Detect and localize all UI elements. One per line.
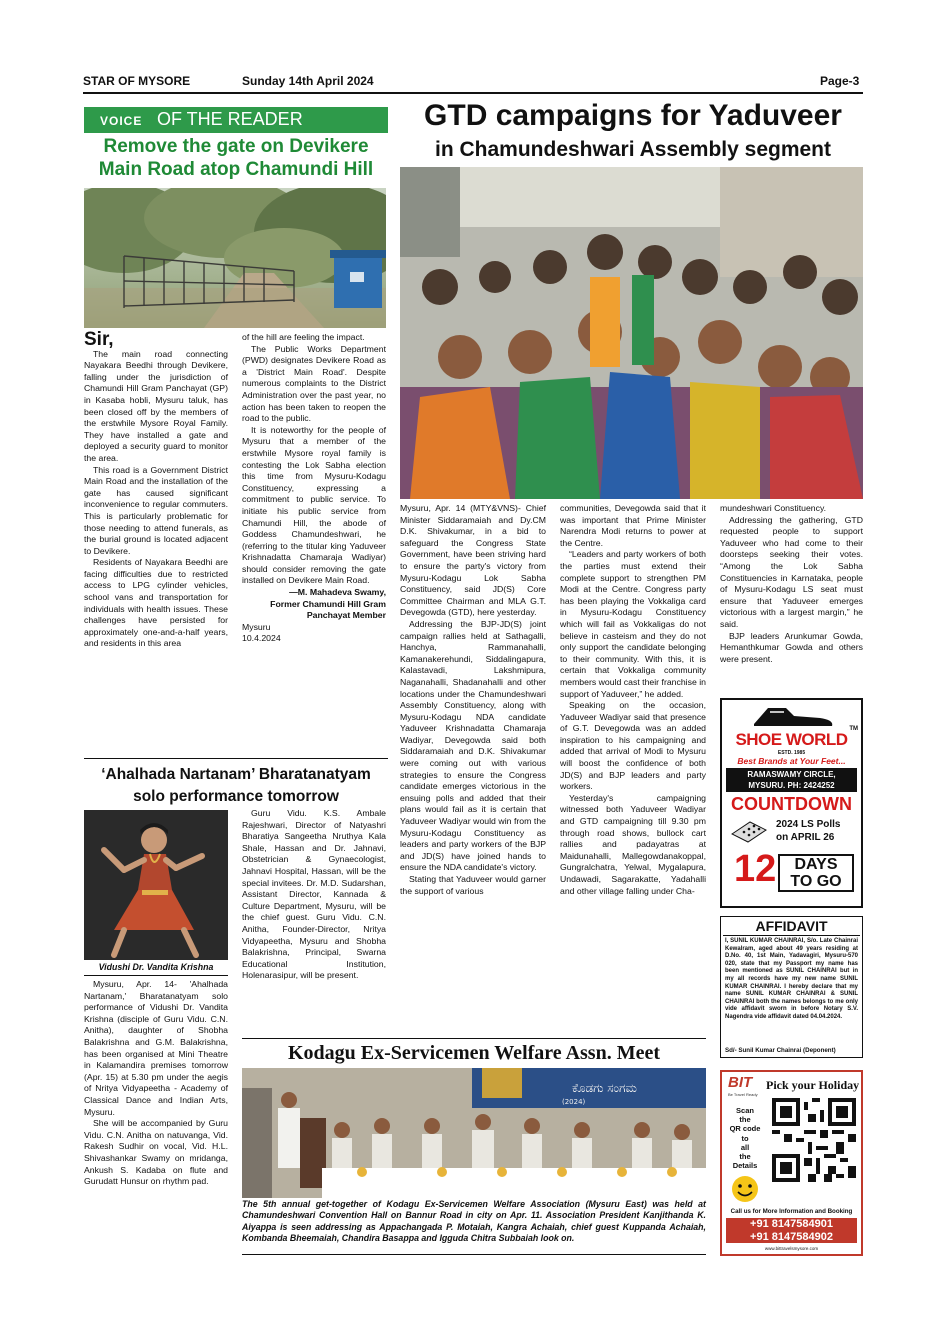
scan-line: Scan (736, 1106, 754, 1115)
voice-label-bold: VOICE (100, 114, 143, 128)
polls-date (776, 818, 840, 844)
dance-headline-line2: solo performance tomorrow (133, 788, 339, 805)
gtd-para: Addressing the BJP-JD(S) joint campaign rallies held at Sathagalli, Hanchya, Rammanahalli, Kamanakerehundi, Siddalingapura, Kalastavadi, Lakshmipura, Naganahalli, Shadanahalli and other locations under the Chamundeshwari Assembly Constituency, along with Mysuru-Kodagu NDA candidate Yaduveer Krishnadatta Chamaraja Wadiyar, Devegowda said both Siddaramaiah and D.K. Shivakumar were coming out with various strategies to ensure the Congress candidate emerges victorious in the ensuing polls and added that their plans would fail as it is certain that Yaduveer Wadiyar would win from the Mysuru-Kodagu Constituency as leaders and party workers of the BJP and JD(S) have joined hands to ensure the NDA candidate's victory. (400, 618, 546, 873)
affidavit-body: I, SUNIL KUMAR CHAINRAI, S/o. Late Chainrai Kewalram, aged about 49 years residing at D.No. 40, 1st Main, Yadavagiri, Mysuru-570 020, state that my Passport my name has been mentioned as SUNIL CHAINRAI but in my all records have my new name SUNIL KUMAR CHAINRAI. I hereby declare that my name SUNIL KUMAR CHAINRAI & SUNIL CHAINRAI both the names belongs to me only vide affidavit sworn in before Notary S.V. Nagendra vide affidavit dated 04.04.2024. (725, 938, 858, 1020)
dancer-illustration (84, 810, 228, 960)
gtd-para: Yesterday's campaigning witnessed both Yaduveer Wadiyar and GTD campaigning till 9.30 pm through road shows, bullock cart rallies and padayatras at Maidunahalli, Mallegowdanakoppal, Gungralchatra, Yelwal, Mygalapura, Undawadi, Sagarakatte, Yadahalli and other village falling under Cha- (560, 792, 706, 896)
gate-photo (84, 188, 386, 328)
gtd-column-1 (400, 503, 546, 897)
bit-scan-text (726, 1106, 764, 1170)
salutation-text: Sir, (84, 329, 114, 350)
voice-label-rest: OF THE READER (157, 109, 303, 129)
caption-rule (84, 975, 228, 976)
stage-banner-date: (2024) (562, 1098, 586, 1106)
gtd-column-2 (560, 503, 706, 897)
stage-banner-text: ಕೊಡಗು ಸಂಗಮ (572, 1081, 637, 1095)
paper-name: STAR OF MYSORE (83, 74, 191, 88)
gtd-headline-line2: in Chamundeshwari Assembly segment (435, 138, 831, 161)
voting-machine-icon (730, 818, 768, 846)
shoe-icon (750, 702, 836, 730)
shoe-tagline: Best Brands at Your Feet... (737, 756, 846, 766)
bit-phone-1[interactable]: +91 8147584901 (750, 1218, 833, 1230)
dance-para: She will be accompanied by Guru Vidu. C.N. Anitha on natuvanga, Vid. Rakesh Sudhir on vocal, Vid. H.L. Shivashankar Swamy on mridanga, Ankush S. Kadaba on flute and Gurudatt Hunsur on rhythm pad. (84, 1118, 228, 1187)
salutation (84, 329, 228, 350)
voice-headline (84, 135, 388, 181)
kodagu-caption: The 5th annual get-together of Kodagu Ex-Servicemen Welfare Association (Mysuru East) was held at Chamundeshwari Convention Hall on Bannur Road in city on Apr. 11. Association President Kanjithanda K. Aiyappa is seen addressing as Appachangada P. Motaiah, Kangra Achaiah, chief guest Kuppanda Achaiah, Kombanda Bheemaiah, Chandira Basappa and Igguda Chitra Subbaiah look on. (242, 1199, 706, 1244)
gtd-para: Stating that Yaduveer would garner the support of various (400, 874, 546, 896)
kodagu-stage-illustration (242, 1068, 706, 1198)
shoe-brand: SHOE WORLD (735, 730, 848, 749)
shoe-world-ad (720, 698, 863, 908)
dancer-photo (84, 810, 228, 960)
polls-line2: on APRIL 26 (776, 832, 835, 843)
affidavit-rule (723, 935, 860, 936)
bit-logo: BIT (728, 1074, 753, 1091)
smiley-icon (730, 1174, 760, 1204)
qr-code-icon[interactable] (772, 1098, 856, 1182)
dance-para: Mysuru, Apr. 14- 'Ahalhada Nartanam,' Bharatanatyam solo performance of Vidushi Dr. Vandita Krishna (disciple of Guru Vidu. C.N. Anitha), daughter of Shobha Balakrishna and G.M. Balakrishna, has been organised at Mini Theatre in Kalamandira premises tomorrow (Apr. 15) at 5.30 pm under the aegis of Nritya Vidyapeetha - Academy of Classical Dance and Indian Arts, Mysuru. (84, 979, 228, 1117)
dance-headline (84, 764, 388, 808)
tm-mark: TM (849, 726, 858, 732)
signature-line: Former Chamundi Hill Gram (270, 598, 386, 609)
voice-para: It is noteworthy for the people of Mysuru that a member of the erstwhile Mysore royal family is contesting the Lok Sabha election this time from Mysuru-Kodagu Constituency, expressing a commitment to public service. To initiate his public service from Chamundi Hill, the abode of Goddess Chamundeshwari, he (referring to the titular king Yaduveer Krishnadatta Chamaraja Wadiyar) should consider removing the gate installed on Devikere Main Road. (242, 424, 386, 586)
campaign-photo (400, 167, 863, 499)
scan-line: to (741, 1133, 749, 1143)
dance-column-2 (242, 808, 386, 982)
shoe-address-line1: RAMASWAMY CIRCLE, (747, 770, 836, 779)
gtd-para: BJP leaders Arunkumar Gowda, Hemanthkumar Gowda and others were present. (720, 630, 863, 664)
bit-phones (726, 1218, 857, 1243)
voice-headline-line2: Main Road atop Chamundi Hill (98, 159, 374, 180)
bit-holiday-ad (720, 1070, 863, 1256)
gtd-para: Addressing the gathering, GTD requested people to support Yaduveer who had come to their doorsteps seeking their votes. “Among the Lok Sabha Constituencies in Karnataka, people of Mysuru-Kodagu LS seat must ensure that Yaduveer emerges victorious with a largest margin,” he said. (720, 514, 863, 629)
scan-line: the (739, 1115, 751, 1125)
kodagu-top-rule (242, 1038, 706, 1039)
gtd-para: Mysuru, Apr. 14 (MTY&VNS)- Chief Minister Siddaramaiah and Dy.CM D.K. Shivakumar, in a bid to safeguard the Congress State Government, have been striving hard to ensure the party's victory from Mysuru-Kodagu Lok Sabha Constituency, said JD(S) Core Committee Chairman and MLA G.T. Devegowda (GTD), here yesterday. (400, 503, 546, 618)
shoe-estd: ESTD. 1985 (777, 750, 806, 756)
scan-line: all (740, 1142, 750, 1152)
voice-column-2 (242, 332, 386, 645)
bit-title: Pick your Holiday (766, 1078, 860, 1092)
scan-line: the (739, 1152, 751, 1162)
signature-line: Panchayat Member (306, 610, 386, 621)
letter-place: Mysuru (242, 621, 271, 632)
kodagu-photo (242, 1068, 706, 1198)
gtd-para: communities, Devegowda said that it was important that Prime Minister Narendra Modi returns to power at the Centre. (560, 503, 706, 548)
kodagu-bottom-rule (242, 1254, 706, 1255)
voice-column-1 (84, 329, 228, 650)
signature-line: —M. Mahadeva Swamy, (289, 587, 386, 598)
header-rule (83, 92, 863, 94)
issue-date: Sunday 14th April 2024 (242, 74, 374, 88)
gtd-headline-line1: GTD campaigns for Yaduveer (424, 99, 842, 132)
section-rule (84, 758, 388, 759)
voice-para: Residents of Nayakara Beedhi are facing difficulties due to restricted access to LPG cylinder vehicles, school vans and transportation for individuals with health issues. These challenges have persisted for approximately one-and-a-half years, and residents in this area (84, 557, 228, 649)
polls-line1: 2024 LS Polls (776, 819, 841, 830)
letter-date: 10.4.2024 (242, 633, 281, 644)
voice-para: This road is a Government District Main Road and the installation of the gate has caused significant inconvenience to regular commuters. This is particularly problematic for those needing to attend funerals, as the burial ground is located adjacent to Devikere. (84, 464, 228, 556)
bit-contact-text: Call us for More Information and Booking (730, 1208, 853, 1215)
bit-phone-2[interactable]: +91 8147584902 (750, 1230, 833, 1243)
voice-para: of the hill are feeling the impact. (242, 332, 365, 342)
voice-para: The Public Works Department (PWD) designates Devikere Road as a 'District Main Road'. Despite numerous complaints to the District Administration over the past year, no action has been taken to reopen the road to the public. (242, 343, 386, 424)
affidavit-box (720, 916, 863, 1058)
days-number: 12 (734, 848, 777, 890)
bit-logo-sub: Be Travel Ready (728, 1092, 758, 1097)
kodagu-headline: Kodagu Ex-Servicemen Welfare Assn. Meet (288, 1042, 660, 1064)
countdown-title: COUNTDOWN (731, 794, 852, 814)
gtd-para: “Leaders and party workers of both the parties must extend their complete support to strengthen PM Modi at the Centre. Congress party has been playing the Vokkaliga card in Mysuru-Kodagu Constituency which will fail as Vokkaligas do not believe in casteism and they do not only support the candidate belonging to their community. With this, it is certain that Vokkaliga community members would cast their franchise in support of Yaduveer,” he added. (560, 549, 706, 699)
days-to-go (778, 854, 854, 892)
shoe-address-line2: MYSURU. PH: 2424252 (748, 781, 835, 790)
gtd-para: mundeshwari Constituency. (720, 503, 827, 513)
dance-column-1 (84, 979, 228, 1188)
voice-para: The main road connecting Nayakara Beedhi through Devikere, falling under the jurisdiction of Chamundi Hill Gram Panchayat (GP) in Kasaba hobli, Mysuru taluk, has been closed off by the members of the erstwhile Mysore Royal Family. They have installed a gate and deployed a security guard to monitor the area. (84, 348, 228, 463)
bit-website[interactable]: www.bittravelsmysore.com (764, 1246, 819, 1251)
voice-headline-line1: Remove the gate on Devikere (103, 136, 369, 157)
campaign-crowd-illustration (400, 167, 863, 499)
shoe-address (726, 768, 857, 792)
dancer-caption: Vidushi Dr. Vandita Krishna (98, 962, 214, 972)
gate-photo-illustration (84, 188, 386, 328)
gtd-column-3 (720, 503, 863, 665)
scan-line: QR code (729, 1124, 761, 1134)
scan-line: Details (732, 1161, 758, 1171)
gtd-para: Speaking on the occasion, Yaduveer Wadiyar said that presence of G.T. Devegowda was an added inspiration to his campaigning and added that arrival of Modi to Mysuru will boost the confidence of both JD(S) and BJP leaders and party workers. (560, 700, 706, 792)
affidavit-sign: Sd/- Sunil Kumar Chainrai (Deponent) (725, 1047, 836, 1054)
voice-banner (84, 107, 388, 133)
dance-headline-line1: ‘Ahalhada Nartanam’ Bharatanatyam (101, 766, 371, 783)
affidavit-title: AFFIDAVIT (755, 918, 828, 934)
days-line1: DAYS (794, 856, 838, 873)
dance-para: Guru Vidu. K.S. Ambale Rajeshwari, Director of Natyashri Bharatiya Sangeetha Nruthya Kala Shale, Hassan and Dr. Jahnavi, Obstetrician & Gynaecologist, Jahnavi Hospital, Hassan, will be the special invitees. Dr. M.D. Sudarshan, Assistant Director, Kannada & Culture Department, Mysuru, will be the chief guest. Guru Vidu. C.N. Anitha, Founder-Director, Nritya Vidyapeetha, Mysuru and Shobha Balakrishna, Principal, Swarna Educational Institution, Holenarasipur, will be present. (242, 808, 386, 981)
page-number: Page-3 (820, 74, 860, 88)
days-line2: TO GO (790, 873, 842, 890)
